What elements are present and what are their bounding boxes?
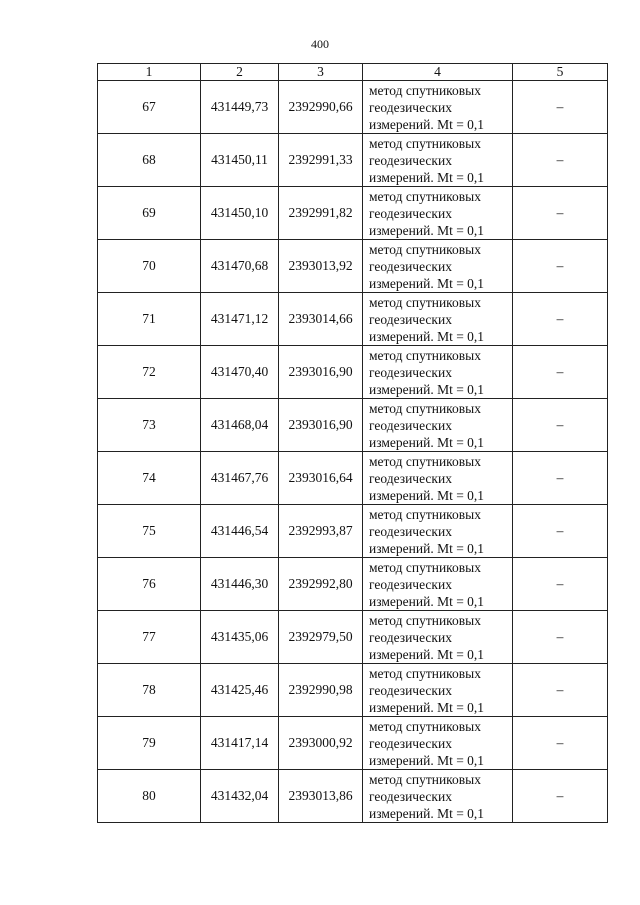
point-number-cell: 68 xyxy=(98,134,201,187)
y-coordinate-cell: 2392992,80 xyxy=(279,558,363,611)
method-cell: метод спутниковых геодезических измерений. Mt = 0,1 xyxy=(363,558,513,611)
table-row xyxy=(98,240,608,293)
table-row xyxy=(98,717,608,770)
column5-cell: – xyxy=(513,558,608,611)
x-coordinate-cell: 431446,30 xyxy=(201,558,279,611)
table-row xyxy=(98,187,608,240)
point-number-cell: 76 xyxy=(98,558,201,611)
x-coordinate-cell: 431446,54 xyxy=(201,505,279,558)
y-coordinate-cell: 2392990,98 xyxy=(279,664,363,717)
column5-cell: – xyxy=(513,81,608,134)
y-coordinate-cell: 2392991,33 xyxy=(279,134,363,187)
x-coordinate-cell: 431449,73 xyxy=(201,81,279,134)
table-row xyxy=(98,611,608,664)
table-row xyxy=(98,664,608,717)
point-number-cell: 79 xyxy=(98,717,201,770)
point-number-cell: 70 xyxy=(98,240,201,293)
x-coordinate-cell: 431470,40 xyxy=(201,346,279,399)
point-number-cell: 73 xyxy=(98,399,201,452)
x-coordinate-cell: 431425,46 xyxy=(201,664,279,717)
column5-cell: – xyxy=(513,505,608,558)
table-row xyxy=(98,505,608,558)
y-coordinate-cell: 2393014,66 xyxy=(279,293,363,346)
point-number-cell: 72 xyxy=(98,346,201,399)
x-coordinate-cell: 431417,14 xyxy=(201,717,279,770)
column5-cell: – xyxy=(513,717,608,770)
point-number-cell: 71 xyxy=(98,293,201,346)
method-cell: метод спутниковых геодезических измерений. Mt = 0,1 xyxy=(363,505,513,558)
point-number-cell: 75 xyxy=(98,505,201,558)
x-coordinate-cell: 431435,06 xyxy=(201,611,279,664)
method-cell: метод спутниковых геодезических измерений. Mt = 0,1 xyxy=(363,240,513,293)
y-coordinate-cell: 2392979,50 xyxy=(279,611,363,664)
table-row xyxy=(98,293,608,346)
point-number-cell: 74 xyxy=(98,452,201,505)
method-cell: метод спутниковых геодезических измерений. Mt = 0,1 xyxy=(363,187,513,240)
point-number-cell: 67 xyxy=(98,81,201,134)
x-coordinate-cell: 431471,12 xyxy=(201,293,279,346)
column5-cell: – xyxy=(513,611,608,664)
y-coordinate-cell: 2392993,87 xyxy=(279,505,363,558)
point-number-cell: 77 xyxy=(98,611,201,664)
column-header: 2 xyxy=(201,64,279,81)
method-cell: метод спутниковых геодезических измерений. Mt = 0,1 xyxy=(363,770,513,823)
column5-cell: – xyxy=(513,399,608,452)
table-row xyxy=(98,770,608,823)
column5-cell: – xyxy=(513,293,608,346)
method-cell: метод спутниковых геодезических измерений. Mt = 0,1 xyxy=(363,664,513,717)
column5-cell: – xyxy=(513,187,608,240)
method-cell: метод спутниковых геодезических измерений. Mt = 0,1 xyxy=(363,611,513,664)
method-cell: метод спутниковых геодезических измерений. Mt = 0,1 xyxy=(363,134,513,187)
x-coordinate-cell: 431450,10 xyxy=(201,187,279,240)
x-coordinate-cell: 431432,04 xyxy=(201,770,279,823)
table-header-row xyxy=(98,64,608,81)
table-row xyxy=(98,399,608,452)
page-number: 400 xyxy=(311,37,329,51)
x-coordinate-cell: 431450,11 xyxy=(201,134,279,187)
column5-cell: – xyxy=(513,452,608,505)
column5-cell: – xyxy=(513,664,608,717)
table-row xyxy=(98,134,608,187)
table-row xyxy=(98,346,608,399)
method-cell: метод спутниковых геодезических измерений. Mt = 0,1 xyxy=(363,399,513,452)
column-header: 1 xyxy=(98,64,201,81)
y-coordinate-cell: 2393016,64 xyxy=(279,452,363,505)
x-coordinate-cell: 431467,76 xyxy=(201,452,279,505)
table-row xyxy=(98,452,608,505)
method-cell: метод спутниковых геодезических измерений. Mt = 0,1 xyxy=(363,81,513,134)
column-header: 4 xyxy=(363,64,513,81)
x-coordinate-cell: 431468,04 xyxy=(201,399,279,452)
method-cell: метод спутниковых геодезических измерений. Mt = 0,1 xyxy=(363,717,513,770)
point-number-cell: 69 xyxy=(98,187,201,240)
y-coordinate-cell: 2392990,66 xyxy=(279,81,363,134)
y-coordinate-cell: 2392991,82 xyxy=(279,187,363,240)
y-coordinate-cell: 2393000,92 xyxy=(279,717,363,770)
column5-cell: – xyxy=(513,346,608,399)
y-coordinate-cell: 2393016,90 xyxy=(279,346,363,399)
column-header: 5 xyxy=(513,64,608,81)
column5-cell: – xyxy=(513,240,608,293)
column5-cell: – xyxy=(513,134,608,187)
point-number-cell: 80 xyxy=(98,770,201,823)
column-header: 3 xyxy=(279,64,363,81)
x-coordinate-cell: 431470,68 xyxy=(201,240,279,293)
method-cell: метод спутниковых геодезических измерений. Mt = 0,1 xyxy=(363,293,513,346)
table-row xyxy=(98,558,608,611)
y-coordinate-cell: 2393013,86 xyxy=(279,770,363,823)
method-cell: метод спутниковых геодезических измерений. Mt = 0,1 xyxy=(363,346,513,399)
column5-cell: – xyxy=(513,770,608,823)
table-row xyxy=(98,81,608,134)
coordinates-table xyxy=(97,63,608,823)
y-coordinate-cell: 2393016,90 xyxy=(279,399,363,452)
method-cell: метод спутниковых геодезических измерений. Mt = 0,1 xyxy=(363,452,513,505)
point-number-cell: 78 xyxy=(98,664,201,717)
y-coordinate-cell: 2393013,92 xyxy=(279,240,363,293)
